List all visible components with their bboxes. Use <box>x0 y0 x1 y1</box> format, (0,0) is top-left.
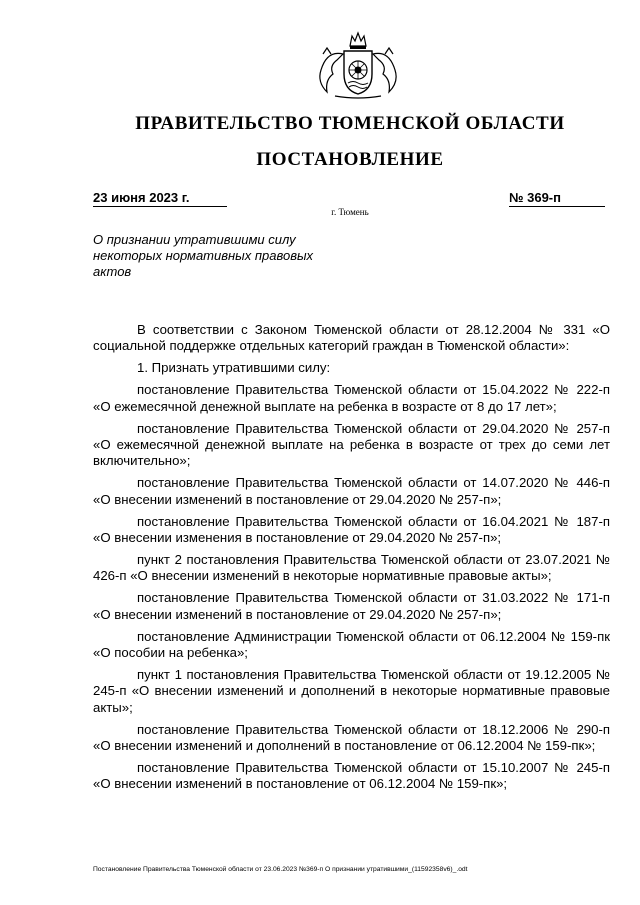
repealed-act-item: пункт 2 постановления Правительства Тюменской области от 23.07.2021 № 426-п «О внесении изменений в некоторые нормативные правовые акты»; <box>93 551 610 584</box>
item-1-heading: 1. Признать утратившими силу: <box>137 360 331 376</box>
repealed-act-item: постановление Правительства Тюменской области от 31.03.2022 № 171-п «О внесении изменений в постановление от 29.04.2020 № 257-п»; <box>93 590 610 622</box>
document-body <box>93 322 610 798</box>
document-footer: Постановление Правительства Тюменской области от 23.06.2023 №369-п О признании утратившими_(11592358v6)_.odt <box>93 866 468 873</box>
repealed-act-item: постановление Администрации Тюменской области от 06.12.2004 № 159-пк «О пособии на ребенка»; <box>93 628 610 660</box>
tyumen-oblast-coat-of-arms-icon <box>313 30 403 100</box>
document-date: 23 июня 2023 г. <box>93 190 227 207</box>
document-type-title: ПОСТАНОВЛЕНИЕ <box>256 149 444 170</box>
preamble-paragraph: В соответствии с Законом Тюменской области от 28.12.2004 № 331 «О социальной поддержке отдельных категорий граждан в Тюменской области»: <box>93 322 610 354</box>
repealed-act-item: постановление Правительства Тюменской области от 15.04.2022 № 222-п «О ежемесячной денежной выплате на ребенка в возрасте от 8 до 17 лет»; <box>93 382 610 414</box>
repealed-act-item: постановление Правительства Тюменской области от 18.12.2006 № 290-п «О внесении изменений и дополнений в постановление от 06.12.2004 № 159-пк»; <box>93 721 610 753</box>
document-number: № 369-п <box>509 190 605 207</box>
repealed-act-item: постановление Правительства Тюменской области от 14.07.2020 № 446-п «О внесении изменений в постановление от 29.04.2020 № 257-п»; <box>93 475 610 507</box>
government-title: ПРАВИТЕЛЬСТВО ТЮМЕНСКОЙ ОБЛАСТИ <box>135 113 565 134</box>
repealed-act-item: постановление Правительства Тюменской области от 15.10.2007 № 245-п «О внесении изменений в постановление от 06.12.2004 № 159-пк»; <box>93 759 610 792</box>
repealed-act-item: постановление Правительства Тюменской области от 29.04.2020 № 257-п «О ежемесячной денежной выплате на ребенка в возрасте от трех до семи лет включительно»; <box>93 420 610 469</box>
document-subject: О признании утратившими силу некоторых нормативных правовых актов <box>93 232 314 279</box>
repealed-act-item: постановление Правительства Тюменской области от 16.04.2021 № 187-п «О внесении изменения в постановление от 29.04.2020 № 257-п»; <box>93 513 610 545</box>
repealed-act-item: пункт 1 постановления Правительства Тюменской области от 19.12.2005 № 245-п «О внесении изменений и дополнений в некоторые нормативные правовые акты»; <box>93 666 610 715</box>
document-city: г. Тюмень <box>331 207 369 217</box>
